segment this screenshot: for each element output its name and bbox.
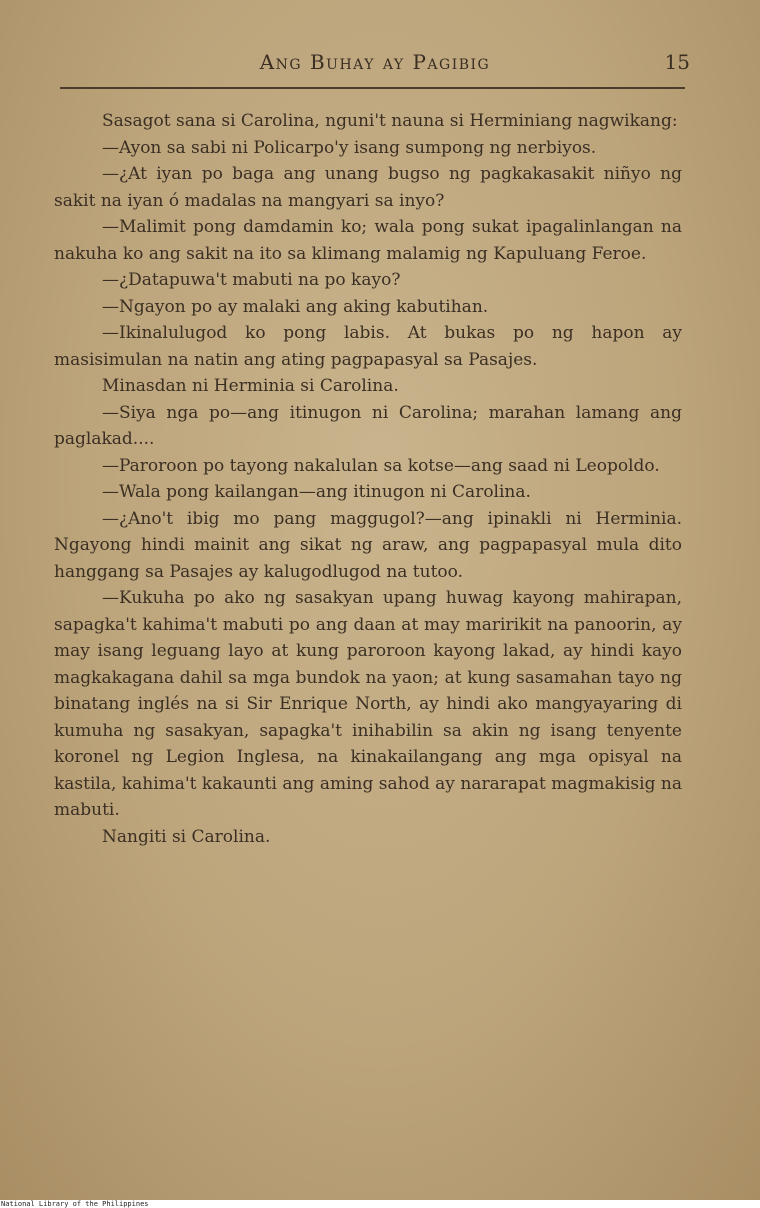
paragraph: Nangiti si Carolina. (102, 826, 271, 847)
paragraph: Minasdan ni Herminia si Carolina. (102, 376, 399, 396)
paragraph: —¿Datapuwa't mabuti na po kayo? (102, 270, 401, 290)
paragraph: —Ngayon po ay malaki ang aking kabutihan. (102, 296, 489, 317)
paragraph: —Malimit pong damdamin ko; wala pong sukat ipagalinlangan na nakuha ko ang sakit na ito sa klimang malamig ng Kapuluang Feroe. (54, 217, 682, 264)
paragraph: —Siya nga po—ang itinugon ni Carolina; marahan lamang ang paglakad.... (54, 402, 682, 449)
paragraph: —Wala pong kailangan—ang itinugon ni Carolina. (102, 482, 531, 502)
header-rule (60, 87, 685, 89)
paragraph: —¿At iyan po baga ang unang bugso ng pagkakasakit niñyo ng sakit na iyan ó madalas na mangyari sa inyo? (54, 164, 682, 211)
paragraph: —Ikinalulugod ko pong labis. At bukas po ng hapon ay masisimulan na natin ang ating pagpapasyal sa Pasajes. (54, 323, 682, 370)
running-title: Ang Buhay ay Pagibig (259, 50, 491, 74)
paragraph: Sasagot sana si Carolina, nguni't nauna si Herminiang nagwikang: (102, 111, 678, 131)
paragraph: —¿Ano't ibig mo pang maggugol?—ang ipinakli ni Herminia. Ngayong hindi mainit ang sikat ng araw, ang pagpapasyal mula dito hanggang sa Pasajes ay kalugodlugod na tutoo. (54, 508, 682, 582)
page-number: 15 (664, 50, 690, 74)
library-credit: National Library of the Philippines (1, 1200, 149, 1208)
page-header (60, 50, 690, 80)
paragraph: —Ayon sa sabi ni Policarpo'y isang sumpong ng nerbiyos. (102, 137, 597, 158)
body-text (54, 108, 682, 850)
paragraph: —Paroroon po tayong nakalulan sa kotse—ang saad ni Leopoldo. (102, 455, 660, 476)
paragraph: —Kukuha po ako ng sasakyan upang huwag kayong mahirapan, sapagka't kahima't mabuti po ang daan at may maririkit na panoorin, ay may isang leguang layo at kung paroroon kayong lakad, ay hindi kayo magkakagana dahil sa mga bundok na yaon; at kung sasamahan tayo ng binatang inglés na si Sir Enrique North, ay hindi ako mangyayaring di kumuha ng sasakyan, sapagka't inihabilin sa akin ng isang tenyente koronel ng Legion Inglesa, na kinakailangang ang mga opisyal na kastila, kahima't kakaunti ang aming sahod ay nararapat magmakisig na mabuti. (54, 588, 682, 820)
